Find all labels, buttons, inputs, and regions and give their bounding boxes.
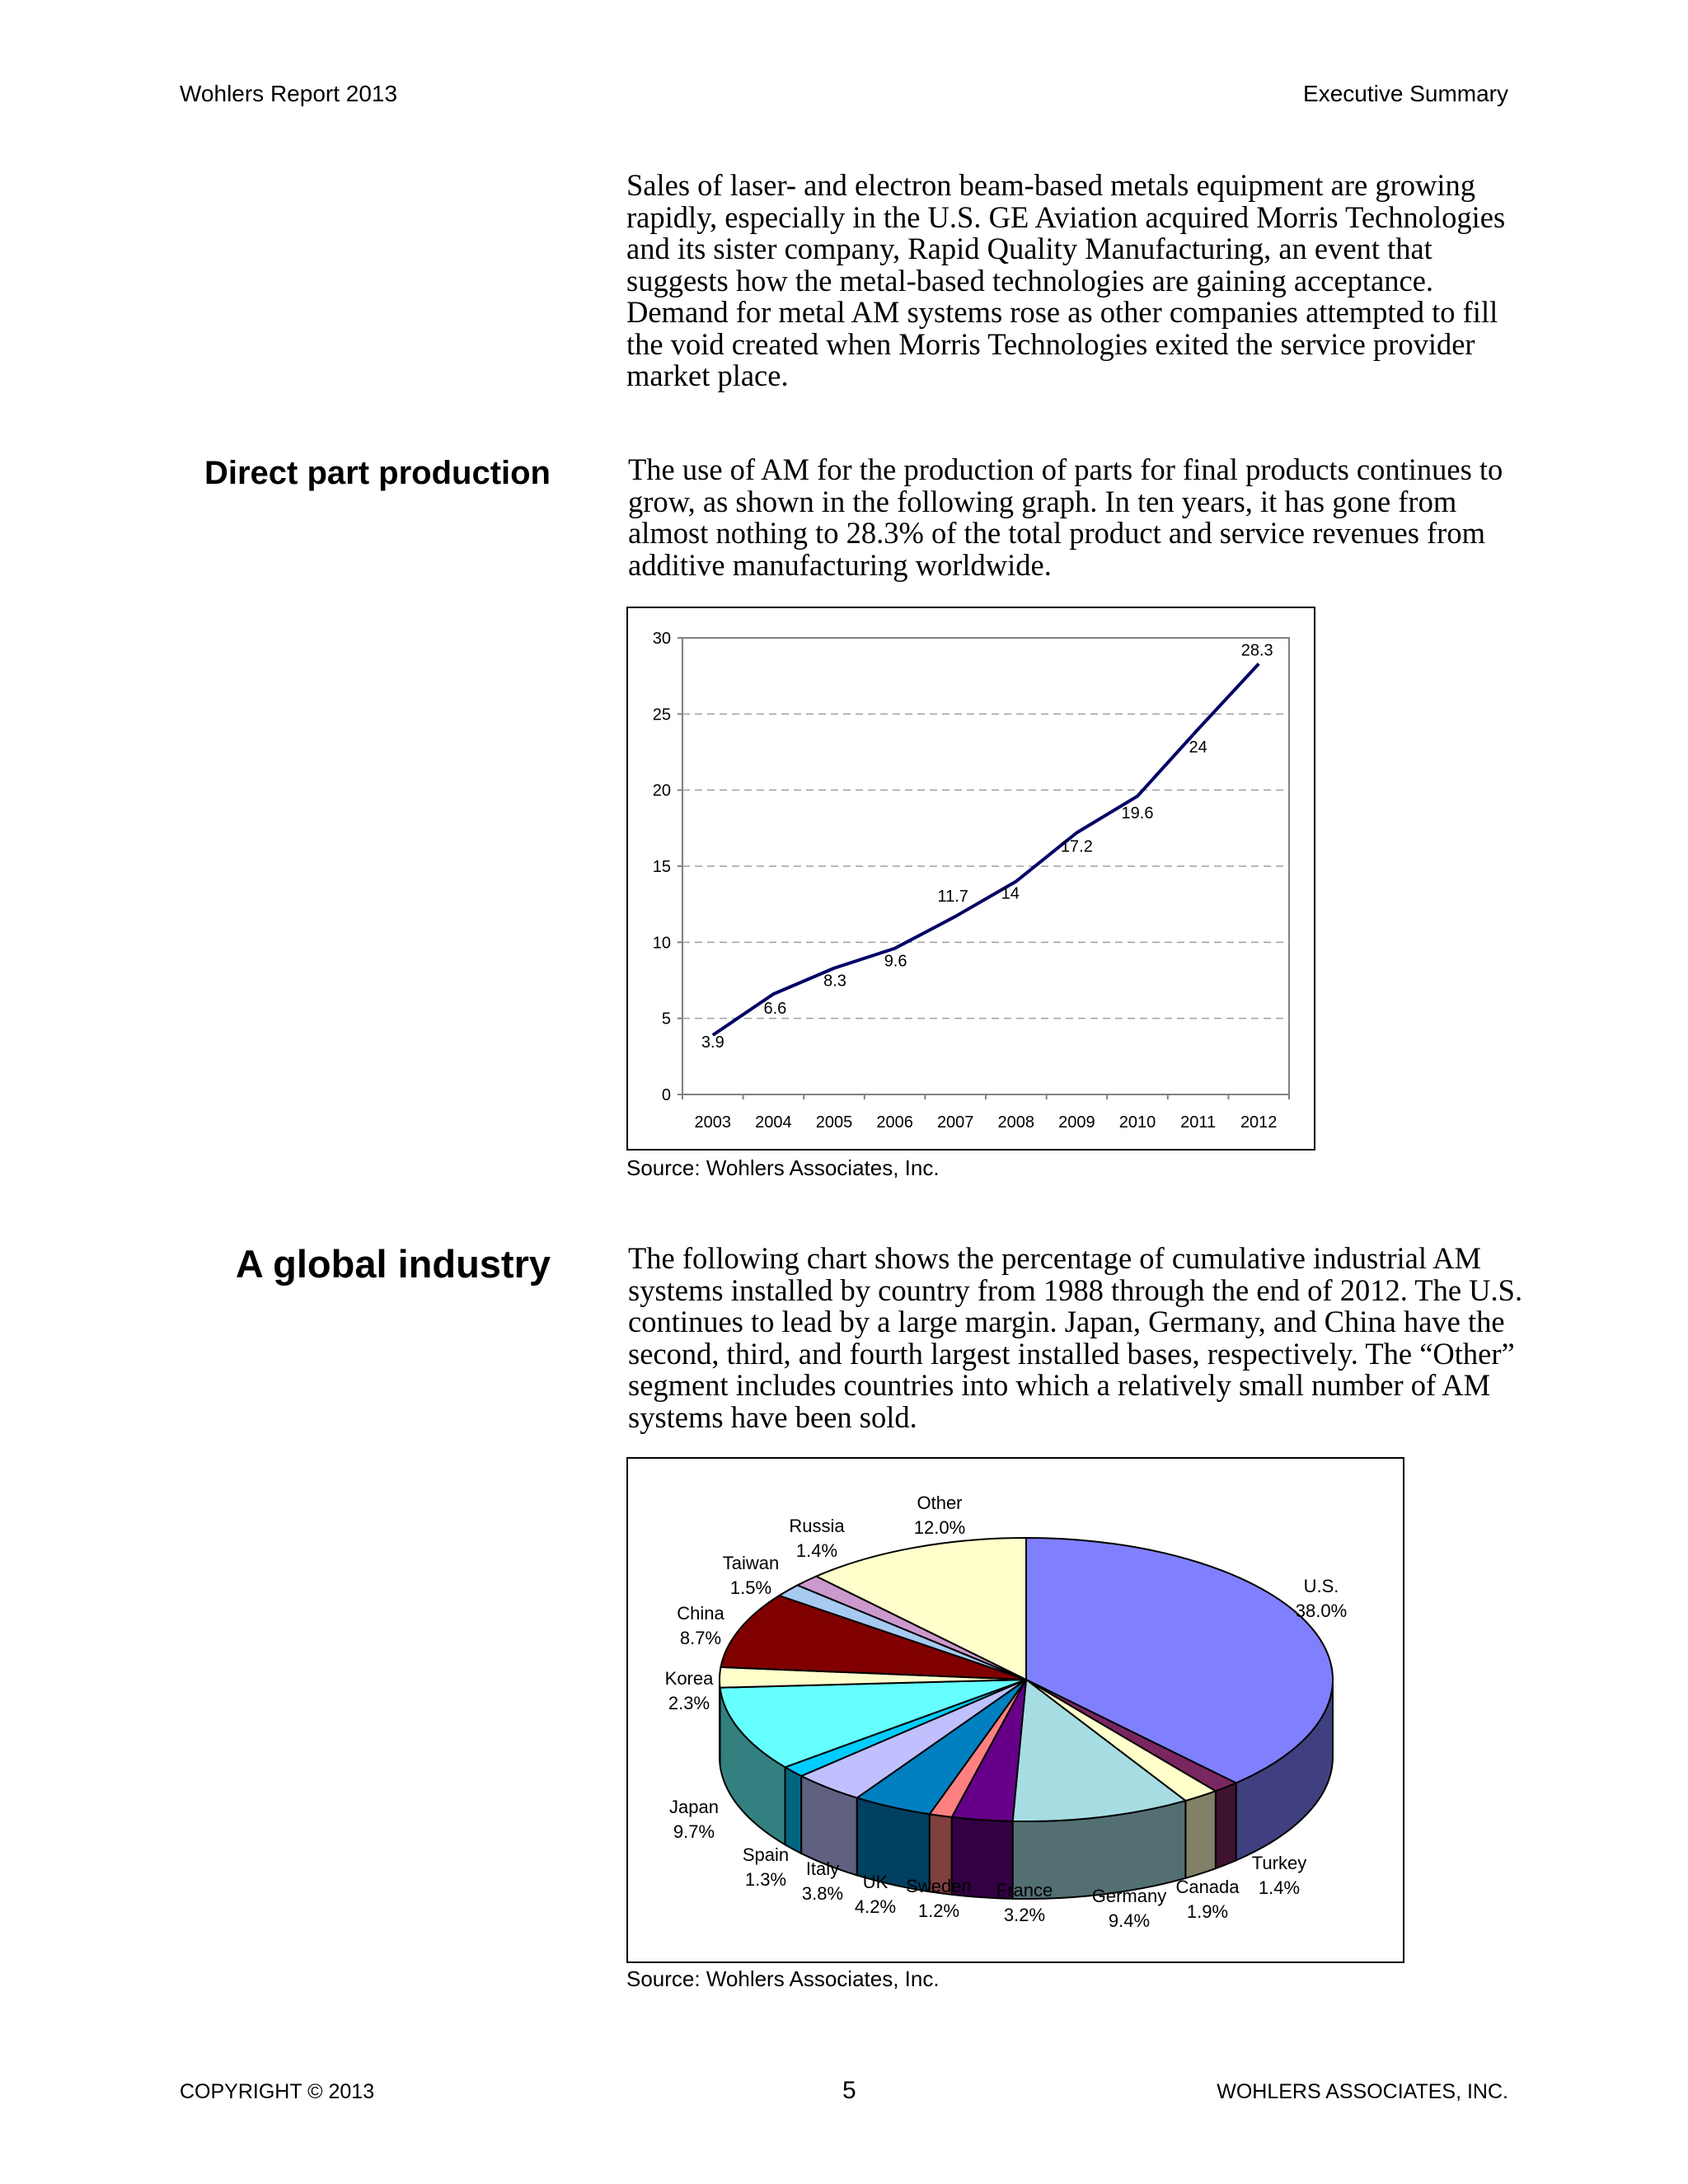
pie-label-turkey: Turkey xyxy=(1251,1853,1307,1873)
global-industry-paragraph: The following chart shows the percentage of cumulative industrial AM systems installed by country from 1988 through the end of 2012. The U.S. continues to lead by a large margin. Japan, Germany, and China have the second, third, and fourth largest installed bases, respectively. The “Other” segment includes countries into which a relatively small number of AM systems have been sold. xyxy=(628,1241,1523,1434)
global-industry-heading: A global industry xyxy=(235,1242,551,1286)
pie-value-russia: 1.4% xyxy=(795,1540,838,1561)
data-label: 28.3 xyxy=(1240,641,1273,660)
footer-company: WOHLERS ASSOCIATES, INC. xyxy=(1217,2080,1508,2103)
pie-label-russia: Russia xyxy=(789,1516,845,1536)
pie-value-taiwan: 1.5% xyxy=(729,1577,772,1598)
x-tick-label: 2008 xyxy=(997,1113,1035,1132)
pie-side-turkey xyxy=(1216,1783,1236,1868)
pie-value-japan: 9.7% xyxy=(673,1821,715,1842)
pie-value-canada: 1.9% xyxy=(1186,1901,1229,1922)
x-tick-label: 2005 xyxy=(815,1113,853,1132)
pie-side-canada xyxy=(1185,1791,1215,1878)
data-label: 19.6 xyxy=(1121,804,1154,823)
installed-systems-pie-chart xyxy=(626,1457,1404,1963)
pie-label-italy: Italy xyxy=(805,1858,840,1879)
x-tick-label: 2004 xyxy=(755,1113,792,1132)
pie-label-germany: Germany xyxy=(1091,1886,1167,1906)
pie-value-china: 8.7% xyxy=(679,1628,722,1648)
pie-label-other: Other xyxy=(917,1493,963,1513)
pie-label-canada: Canada xyxy=(1175,1877,1240,1897)
y-tick-label: 15 xyxy=(652,858,671,876)
pie-chart-svg xyxy=(628,1459,1403,1961)
direct-part-production-heading: Direct part production xyxy=(204,455,551,491)
data-label: 17.2 xyxy=(1060,837,1093,856)
line-chart-svg xyxy=(628,608,1314,1149)
pie-label-japan: Japan xyxy=(669,1797,719,1817)
line-chart-source: Source: Wohlers Associates, Inc. xyxy=(626,1155,940,1180)
pie-side-spain xyxy=(785,1767,802,1854)
pie-value-other: 12.0% xyxy=(913,1517,966,1538)
intro-paragraph: Sales of laser- and electron beam-based metals equipment are growing rapidly, especially in the U.S. GE Aviation acquired Morris Technologies and its sister company, Rapid Quality Manufacturing, an event that suggests how the metal-based technologies are gaining acceptance. Demand for metal AM systems rose as other companies attempted to fill the void created when Morris Technologies exited the service provider market place. xyxy=(626,168,1506,392)
pie-value-turkey: 1.4% xyxy=(1258,1877,1301,1898)
pie-label-korea: Korea xyxy=(664,1668,714,1689)
x-tick-label: 2012 xyxy=(1240,1113,1278,1132)
x-tick-label: 2011 xyxy=(1180,1113,1217,1132)
y-tick-label: 10 xyxy=(652,934,671,953)
data-label: 14 xyxy=(1001,884,1020,903)
direct-part-production-paragraph: The use of AM for the production of parts for final products continues to grow, as shown in the following graph. In ten years, it has gone from almost nothing to 28.3% of the total product and service revenues from additive manufacturing worldwide. xyxy=(628,452,1503,582)
data-label: 24 xyxy=(1189,738,1207,757)
direct-part-production-line-chart xyxy=(626,607,1315,1151)
header-report-title: Wohlers Report 2013 xyxy=(180,81,398,106)
x-tick-label: 2006 xyxy=(876,1113,913,1132)
pie-value-sweden: 1.2% xyxy=(917,1900,960,1921)
y-tick-label: 0 xyxy=(661,1086,671,1104)
pie-chart-source: Source: Wohlers Associates, Inc. xyxy=(626,1966,940,1991)
pie-value-korea: 2.3% xyxy=(668,1693,710,1713)
pie-label-france: France xyxy=(996,1880,1053,1900)
y-tick-label: 20 xyxy=(652,781,671,800)
x-tick-label: 2007 xyxy=(936,1113,974,1132)
y-tick-label: 5 xyxy=(661,1010,671,1029)
x-tick-label: 2010 xyxy=(1118,1113,1156,1132)
y-tick-label: 30 xyxy=(652,630,671,648)
pie-value-spain: 1.3% xyxy=(744,1869,787,1890)
data-label: 9.6 xyxy=(884,952,907,971)
data-label: 6.6 xyxy=(763,1000,787,1019)
pie-value-germany: 9.4% xyxy=(1108,1910,1151,1931)
x-tick-label: 2003 xyxy=(694,1113,732,1132)
y-tick-label: 25 xyxy=(652,705,671,724)
pie-label-china: China xyxy=(677,1603,724,1624)
pie-label-uk: UK xyxy=(862,1872,889,1892)
pie-value-france: 3.2% xyxy=(1003,1905,1046,1925)
pie-label-sweden: Sweden xyxy=(906,1876,972,1896)
data-label: 3.9 xyxy=(701,1033,724,1052)
pie-value-italy: 3.8% xyxy=(801,1883,844,1904)
x-tick-label: 2009 xyxy=(1058,1113,1095,1132)
pie-value-us: 38.0% xyxy=(1295,1601,1348,1621)
header-section-title: Executive Summary xyxy=(1303,81,1508,106)
footer-copyright: COPYRIGHT © 2013 xyxy=(180,2080,375,2103)
pie-value-uk: 4.2% xyxy=(854,1896,897,1917)
pie-label-spain: Spain xyxy=(742,1844,790,1865)
data-label: 8.3 xyxy=(823,972,846,991)
pie-label-us: U.S. xyxy=(1303,1576,1339,1596)
pie-label-taiwan: Taiwan xyxy=(722,1553,780,1573)
data-label: 11.7 xyxy=(937,887,968,906)
footer-page-number: 5 xyxy=(842,2077,856,2104)
